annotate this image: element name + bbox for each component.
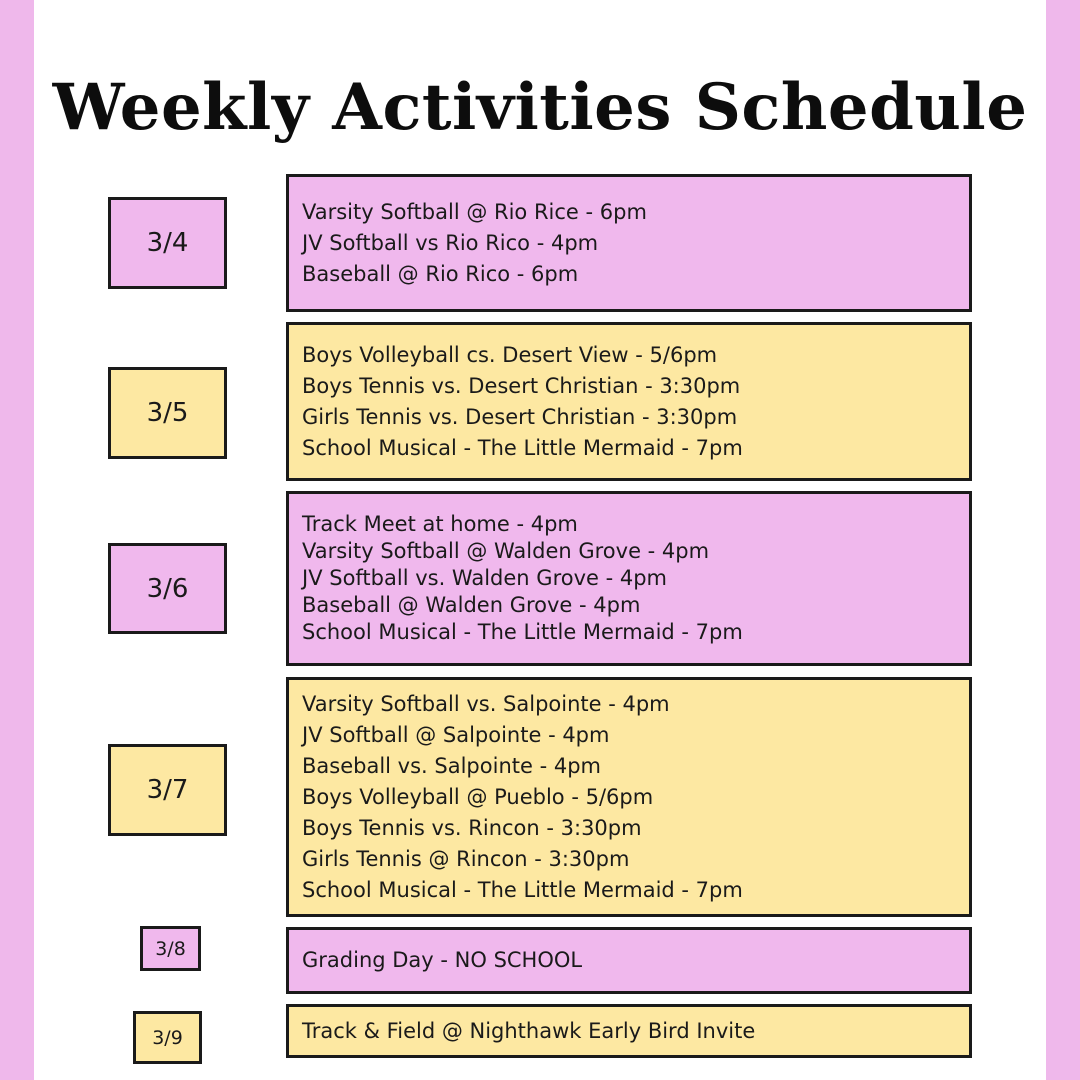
event-item: JV Softball vs Rio Rico - 4pm (302, 230, 599, 255)
event-item: School Musical - The Little Mermaid - 7pm (302, 620, 743, 644)
event-item: Girls Tennis vs. Desert Christian - 3:30pm (302, 404, 738, 429)
events-box-3-7 (286, 677, 972, 917)
event-item: Boys Tennis vs. Rincon - 3:30pm (302, 815, 642, 840)
event-item: Boys Volleyball cs. Desert View - 5/6pm (302, 342, 718, 367)
event-item: Varsity Softball @ Walden Grove - 4pm (302, 539, 710, 563)
event-item: Varsity Softball @ Rio Rice - 6pm (302, 199, 647, 224)
event-item: Baseball @ Walden Grove - 4pm (302, 593, 641, 617)
events-box-3-8 (286, 927, 972, 994)
date-box-3-5: 3/5 (108, 367, 227, 459)
date-box-3-4: 3/4 (108, 197, 227, 289)
events-box-3-5 (286, 322, 972, 481)
event-item: Baseball vs. Salpointe - 4pm (302, 753, 601, 778)
events-box-3-9 (286, 1004, 972, 1058)
event-item: JV Softball @ Salpointe - 4pm (302, 722, 610, 747)
date-box-3-7: 3/7 (108, 744, 227, 836)
events-box-3-6 (286, 491, 972, 666)
event-item: Girls Tennis @ Rincon - 3:30pm (302, 846, 630, 871)
page-title: Weekly Activities Schedule (52, 70, 1028, 145)
event-item: Baseball @ Rio Rico - 6pm (302, 261, 579, 286)
left-decorative-bar (0, 0, 34, 1080)
event-item: Varsity Softball vs. Salpointe - 4pm (302, 691, 670, 716)
event-item: JV Softball vs. Walden Grove - 4pm (302, 566, 668, 590)
right-decorative-bar (1046, 0, 1080, 1080)
events-box-3-4 (286, 174, 972, 312)
event-item: Boys Volleyball @ Pueblo - 5/6pm (302, 784, 654, 809)
event-item: School Musical - The Little Mermaid - 7pm (302, 435, 743, 460)
event-item: Boys Tennis vs. Desert Christian - 3:30pm (302, 373, 741, 398)
event-item: School Musical - The Little Mermaid - 7pm (302, 877, 743, 902)
event-item: Grading Day - NO SCHOOL (302, 948, 583, 972)
event-item: Track Meet at home - 4pm (302, 512, 578, 536)
date-box-3-8: 3/8 (140, 926, 201, 971)
date-box-3-6: 3/6 (108, 543, 227, 634)
date-box-3-9: 3/9 (133, 1011, 202, 1064)
event-item: Track & Field @ Nighthawk Early Bird Invite (302, 1018, 756, 1043)
